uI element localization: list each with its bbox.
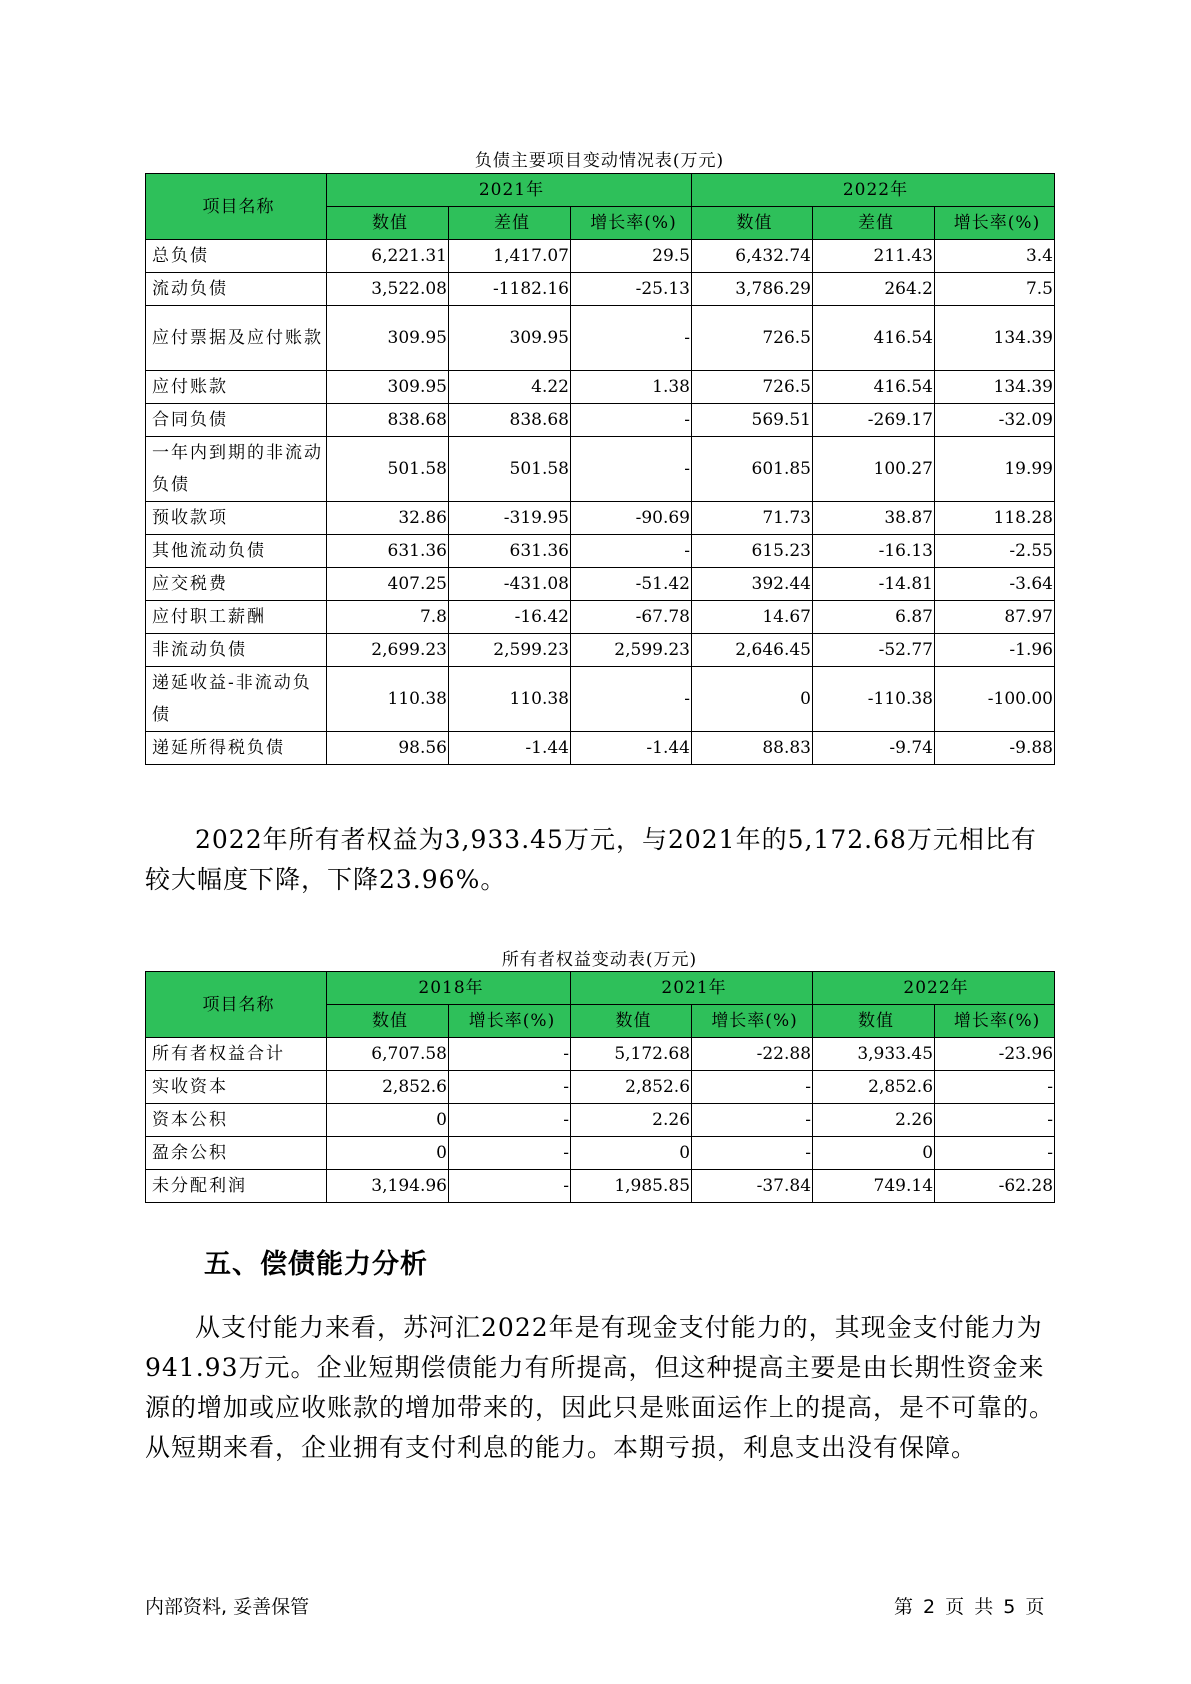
- table-cell: 631.36: [327, 535, 449, 568]
- table-row: [146, 502, 1055, 535]
- column-header-year-2021: 2021年: [571, 972, 813, 1005]
- table-cell: -319.95: [449, 502, 571, 535]
- table-cell: 19.99: [935, 437, 1055, 502]
- table-cell: -1.44: [449, 732, 571, 765]
- table-cell: 7.8: [327, 601, 449, 634]
- table-cell: 3,194.96: [327, 1170, 449, 1203]
- row-label: 一年内到期的非流动负债: [146, 437, 327, 502]
- row-label: 递延收益-非流动负债: [146, 667, 327, 732]
- row-label: 流动负债: [146, 273, 327, 306]
- table-cell: -269.17: [813, 404, 935, 437]
- table-cell: -: [935, 1137, 1055, 1170]
- table-cell: 309.95: [327, 371, 449, 404]
- table-row: [146, 1038, 1055, 1071]
- table-cell: 309.95: [327, 306, 449, 371]
- table-cell: -110.38: [813, 667, 935, 732]
- table-cell: 392.44: [692, 568, 813, 601]
- table-cell: 6,707.58: [327, 1038, 449, 1071]
- table-cell: 5,172.68: [571, 1038, 692, 1071]
- table-cell: -: [571, 404, 692, 437]
- row-label: 总负债: [146, 240, 327, 273]
- table-cell: 2.26: [571, 1104, 692, 1137]
- table-cell: 3,933.45: [813, 1038, 935, 1071]
- table-row: [146, 1137, 1055, 1170]
- table-cell: 88.83: [692, 732, 813, 765]
- table-cell: 2,699.23: [327, 634, 449, 667]
- section-heading: 五、偿债能力分析: [204, 1249, 428, 1280]
- table-cell: 100.27: [813, 437, 935, 502]
- column-header-year-2022: 2022年: [813, 972, 1055, 1005]
- row-label: 应付账款: [146, 371, 327, 404]
- table-cell: -: [449, 1071, 571, 1104]
- table-cell: 0: [813, 1137, 935, 1170]
- table-cell: 838.68: [327, 404, 449, 437]
- row-label: 资本公积: [146, 1104, 327, 1137]
- column-subheader: 数值: [327, 1005, 449, 1038]
- table-row: [146, 306, 1055, 371]
- table-cell: -431.08: [449, 568, 571, 601]
- table-cell: -52.77: [813, 634, 935, 667]
- table-cell: -: [692, 1137, 813, 1170]
- table-cell: 416.54: [813, 371, 935, 404]
- table-cell: -32.09: [935, 404, 1055, 437]
- table-cell: -3.64: [935, 568, 1055, 601]
- table-cell: 14.67: [692, 601, 813, 634]
- table-cell: 71.73: [692, 502, 813, 535]
- table-row: [146, 371, 1055, 404]
- table-row: [146, 240, 1055, 273]
- column-subheader: 差值: [449, 207, 571, 240]
- table1-caption: 负债主要项目变动情况表(万元): [474, 151, 725, 171]
- table-cell: 631.36: [449, 535, 571, 568]
- table-cell: 838.68: [449, 404, 571, 437]
- table-cell: -: [449, 1170, 571, 1203]
- table-cell: -16.13: [813, 535, 935, 568]
- table-cell: 87.97: [935, 601, 1055, 634]
- table-cell: -: [692, 1104, 813, 1137]
- table-cell: 211.43: [813, 240, 935, 273]
- table-cell: -: [449, 1137, 571, 1170]
- table-cell: 726.5: [692, 306, 813, 371]
- table-cell: 3,786.29: [692, 273, 813, 306]
- column-subheader: 增长率(%): [692, 1005, 813, 1038]
- table-cell: -23.96: [935, 1038, 1055, 1071]
- liabilities-table: [145, 173, 1055, 765]
- table-cell: -14.81: [813, 568, 935, 601]
- table-cell: 38.87: [813, 502, 935, 535]
- table-cell: 3,522.08: [327, 273, 449, 306]
- row-label: 非流动负债: [146, 634, 327, 667]
- table-cell: -9.88: [935, 732, 1055, 765]
- table-cell: -37.84: [692, 1170, 813, 1203]
- table-cell: -: [449, 1104, 571, 1137]
- table-cell: 416.54: [813, 306, 935, 371]
- table-cell: 749.14: [813, 1170, 935, 1203]
- column-header-year-2022: 2022年: [692, 174, 1055, 207]
- column-header-item: 项目名称: [146, 174, 327, 240]
- footer-confidential-note: 内部资料, 妥善保管: [145, 1596, 310, 1618]
- table-cell: 501.58: [327, 437, 449, 502]
- table-row: [146, 535, 1055, 568]
- column-header-item: 项目名称: [146, 972, 327, 1038]
- table-cell: -100.00: [935, 667, 1055, 732]
- column-subheader: 数值: [571, 1005, 692, 1038]
- row-label: 盈余公积: [146, 1137, 327, 1170]
- table-cell: 0: [327, 1104, 449, 1137]
- column-subheader: 增长率(%): [935, 1005, 1055, 1038]
- table-cell: -1182.16: [449, 273, 571, 306]
- table-cell: 264.2: [813, 273, 935, 306]
- table-row: [146, 568, 1055, 601]
- table-cell: 569.51: [692, 404, 813, 437]
- column-subheader: 数值: [327, 207, 449, 240]
- table-cell: 309.95: [449, 306, 571, 371]
- table-cell: 134.39: [935, 371, 1055, 404]
- table-cell: -22.88: [692, 1038, 813, 1071]
- table-cell: 2,852.6: [571, 1071, 692, 1104]
- table-row: [146, 273, 1055, 306]
- table-cell: 6,432.74: [692, 240, 813, 273]
- column-header-year-2018: 2018年: [327, 972, 571, 1005]
- column-subheader: 增长率(%): [449, 1005, 571, 1038]
- table-cell: 1,417.07: [449, 240, 571, 273]
- table-cell: -1.44: [571, 732, 692, 765]
- table-cell: 29.5: [571, 240, 692, 273]
- table2-caption: 所有者权益变动表(万元): [501, 950, 698, 970]
- table-cell: 110.38: [327, 667, 449, 732]
- table-cell: 7.5: [935, 273, 1055, 306]
- table-cell: -2.55: [935, 535, 1055, 568]
- table-cell: -16.42: [449, 601, 571, 634]
- table-cell: 2,646.45: [692, 634, 813, 667]
- table-cell: -25.13: [571, 273, 692, 306]
- row-label: 所有者权益合计: [146, 1038, 327, 1071]
- table-cell: 407.25: [327, 568, 449, 601]
- table-cell: 118.28: [935, 502, 1055, 535]
- table-cell: 0: [327, 1137, 449, 1170]
- row-label: 递延所得税负债: [146, 732, 327, 765]
- table-cell: 4.22: [449, 371, 571, 404]
- row-label: 未分配利润: [146, 1170, 327, 1203]
- table-cell: -62.28: [935, 1170, 1055, 1203]
- table-cell: -: [935, 1104, 1055, 1137]
- table-cell: -: [571, 306, 692, 371]
- table-cell: -1.96: [935, 634, 1055, 667]
- table-row: [146, 1104, 1055, 1137]
- equity-table: [145, 971, 1055, 1203]
- row-label: 实收资本: [146, 1071, 327, 1104]
- column-header-year-2021: 2021年: [327, 174, 692, 207]
- footer-page-number: 第 2 页 共 5 页: [894, 1596, 1045, 1618]
- table-cell: 1,985.85: [571, 1170, 692, 1203]
- table-cell: -: [571, 535, 692, 568]
- row-label: 应付票据及应付账款: [146, 306, 327, 371]
- row-label: 其他流动负债: [146, 535, 327, 568]
- row-label: 合同负债: [146, 404, 327, 437]
- table-cell: -: [449, 1038, 571, 1071]
- table-cell: 601.85: [692, 437, 813, 502]
- row-label: 应付职工薪酬: [146, 601, 327, 634]
- table-cell: -51.42: [571, 568, 692, 601]
- table-cell: 2,599.23: [571, 634, 692, 667]
- table-cell: 134.39: [935, 306, 1055, 371]
- column-subheader: 数值: [692, 207, 813, 240]
- equity-summary-paragraph: 2022年所有者权益为3,933.45万元，与2021年的5,172.68万元相比有较大幅度下降，下降23.96%。: [145, 825, 1037, 894]
- table-cell: 726.5: [692, 371, 813, 404]
- table-row: [146, 1071, 1055, 1104]
- table-cell: 0: [571, 1137, 692, 1170]
- row-label: 应交税费: [146, 568, 327, 601]
- column-subheader: 增长率(%): [571, 207, 692, 240]
- table-cell: 32.86: [327, 502, 449, 535]
- table-cell: -: [692, 1071, 813, 1104]
- table-cell: 2.26: [813, 1104, 935, 1137]
- table-cell: -: [935, 1071, 1055, 1104]
- table-cell: 3.4: [935, 240, 1055, 273]
- table-cell: 0: [692, 667, 813, 732]
- table-row: [146, 1170, 1055, 1203]
- column-subheader: 差值: [813, 207, 935, 240]
- table-row: [146, 732, 1055, 765]
- table-cell: 501.58: [449, 437, 571, 502]
- table-cell: -9.74: [813, 732, 935, 765]
- column-subheader: 增长率(%): [935, 207, 1055, 240]
- table-cell: -: [571, 437, 692, 502]
- table-cell: 98.56: [327, 732, 449, 765]
- row-label: 预收款项: [146, 502, 327, 535]
- table-cell: 2,599.23: [449, 634, 571, 667]
- table-row: [146, 601, 1055, 634]
- table-cell: 615.23: [692, 535, 813, 568]
- table-row: [146, 437, 1055, 502]
- table-cell: -67.78: [571, 601, 692, 634]
- table-cell: 6.87: [813, 601, 935, 634]
- table-cell: 6,221.31: [327, 240, 449, 273]
- table-cell: -: [571, 667, 692, 732]
- table-row: [146, 634, 1055, 667]
- column-subheader: 数值: [813, 1005, 935, 1038]
- table-cell: 2,852.6: [813, 1071, 935, 1104]
- table-row: [146, 667, 1055, 732]
- table-cell: 2,852.6: [327, 1071, 449, 1104]
- table-cell: 110.38: [449, 667, 571, 732]
- table-row: [146, 404, 1055, 437]
- table-cell: -90.69: [571, 502, 692, 535]
- table-cell: 1.38: [571, 371, 692, 404]
- solvency-paragraph: 从支付能力来看，苏河汇2022年是有现金支付能力的，其现金支付能力为941.93万元。企业短期偿债能力有所提高，但这种提高主要是由长期性资金来源的增加或应收账款的增加带来的，因此只是账面运作上的提高，是不可靠的。从短期来看，企业拥有支付利息的能力。本期亏损，利息支出没有保障。: [145, 1313, 1056, 1462]
